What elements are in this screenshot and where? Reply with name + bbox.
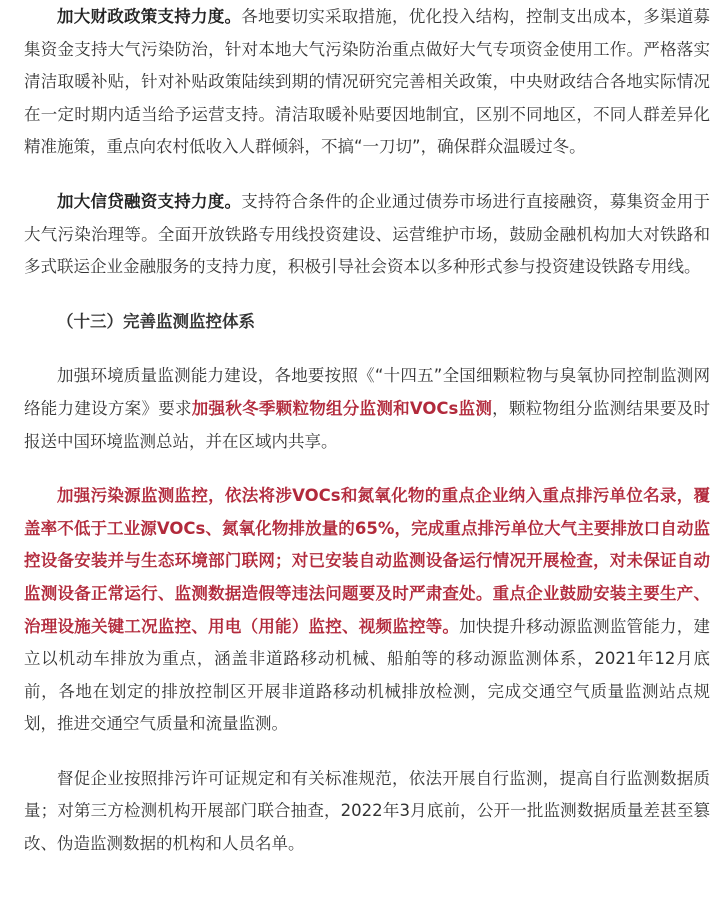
paragraph-text: 支持符合条件的企业通过债券市场进行直接融资，募集资金用于大气污染治理等。全面开放铁路专用线投资建设、运营维护市场，鼓励金融机构加大对铁路和多式联运企业金融服务的支持力度，积极引导社会资本以多种形式参与投资建设铁路专用线。 [24,191,710,277]
paragraph-air-quality-monitoring [24,360,710,458]
highlighted-text: 加强污染源监测监控，依法将涉VOCs和氮氧化物的重点企业纳入重点排污单位名录，覆盖率不低于工业源VOCs、氮氧化物排放量的65%，完成重点排污单位大气主要排放口自动监控设备安装并与生态环境部门联网；对已安装自动监测设备运行情况开展检查，对未保证自动监测设备正常运行、监测数据造假等违法问题要及时严肃查处。重点企业鼓励安装主要生产、治理设施关键工况监控、用电（用能）监控、视频监控等。 [24,486,710,636]
paragraph-text: ，颗粒物组分监测结果要及时报送中国环境监测总站，并在区域内共享。 [24,398,711,451]
paragraph-text: 督促企业按照排污许可证规定和有关标准规范，依法开展自行监测，提高自行监测数据质量；对第三方检测机构开展部门联合抽查，2022年3月底前，公开一批监测数据质量差甚至篡改、伪造监测数据的机构和人员名单。 [24,768,710,854]
paragraph-lead: 加大财政政策支持力度。 [57,7,242,26]
paragraph-fiscal-policy [24,0,710,164]
paragraph-lead: 加大信贷融资支持力度。 [57,191,242,211]
paragraph-text: 各地要切实采取措施，优化投入结构，控制支出成本，多渠道募集资金支持大气污染防治，针对本地大气污染防治重点做好大气专项资金使用工作。严格落实清洁取暖补贴，针对补贴政策陆续到期的情况研究完善相关政策，中央财政结合各地实际情况在一定时期内适当给予运营支持。清洁取暖补贴要因地制宜，区别不同地区，不同人群差异化精准施策，重点向农村低收入人群倾斜，不搞“一刀切”，确保群众温暖过冬。 [24,7,710,157]
paragraph-credit-financing [24,186,710,284]
highlighted-text: 加强秋冬季颗粒物组分监测和VOCs监测 [191,398,493,418]
paragraph-text: 加强环境质量监测能力建设，各地要按照《“十四五”全国细颗粒物与臭氧协同控制监测网络能力建设方案》要求 [24,366,710,418]
paragraph-pollution-source-monitoring [24,480,710,741]
paragraph-text: 加快提升移动源监测监管能力，建立以机动车排放为重点，涵盖非道路移动机械、船舶等的移动源监测体系，2021年12月底前，各地在划定的排放控制区开展非道路移动机械排放检测，完成交通空气质量监测站点规划，推进交通空气质量和流量监测。 [24,616,711,734]
section-heading: （十三）完善监测监控体系 [57,311,255,331]
paragraph-self-monitoring [24,763,710,861]
